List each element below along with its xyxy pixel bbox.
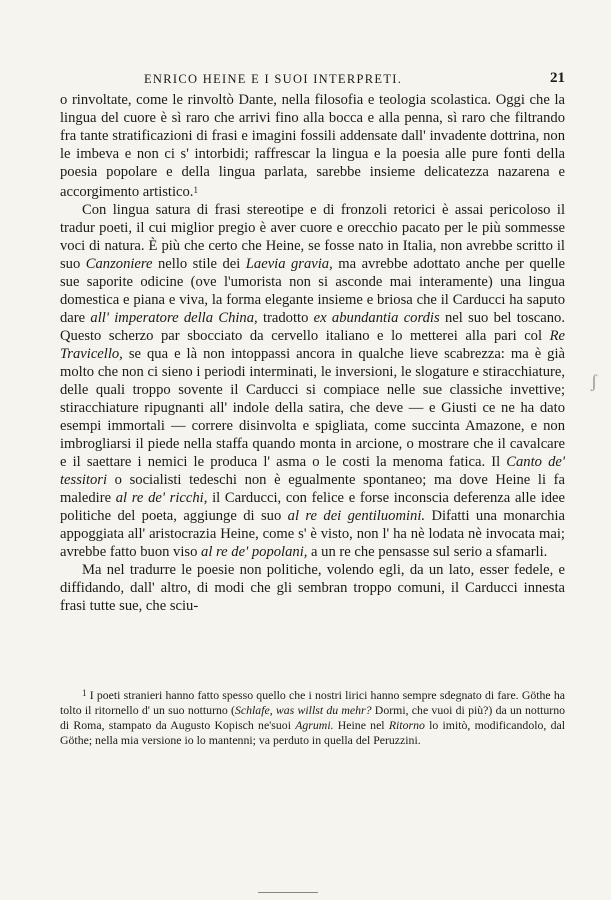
text-run: lo imitò, modificandolo, dal Göthe; nella mia versione io lo mantenni; va perduto in quella del Peruzzini. bbox=[60, 718, 565, 747]
text-run: ma avrebbe adottato anche per quelle sue saporite odicine (ove l'umorista non si asconde mai interamente) una lingua domestica e piana e viva, la forma elegante insieme e briosa che il Carducci ha saputo dare bbox=[60, 256, 566, 326]
text-run: nel suo bel toscano. Questo scherzo par sbocciato da cervello italiano e lo metterei alla pari col bbox=[60, 310, 566, 344]
text-run: Difatti una monarchia appoggiata all' aristocrazia Heine, come s' è visto, non l' ha nè lodata nè invocata mai; avrebbe fatto buon viso bbox=[60, 508, 565, 560]
text-run: Heine nel bbox=[333, 718, 389, 732]
text-run: Ma nel tradurre le poesie non politiche, volendo egli, da un lato, esser fedele, e diffidando, dall' altro, di modi che gli sembran troppo comuni, il Carducci innesta frasi tutte sue, che sciu- bbox=[60, 562, 565, 614]
footnote-1 bbox=[60, 686, 565, 748]
italic-title: Re Travicello, bbox=[60, 328, 565, 362]
running-title: ENRICO HEINE E I SUOI INTERPRETI. bbox=[144, 72, 403, 86]
italic-title: all' imperatore della China, bbox=[90, 310, 258, 326]
italic-title: Canto de' tessitori bbox=[60, 454, 565, 488]
running-head bbox=[60, 72, 565, 90]
paragraph-3 bbox=[60, 561, 565, 615]
text-run: tradotto bbox=[257, 310, 314, 326]
italic-phrase: al re de' ricchi, bbox=[115, 490, 208, 506]
text-run: a un re che pensasse sul serio a sfamarli. bbox=[307, 544, 548, 560]
footnote-reference: 1 bbox=[193, 185, 198, 195]
italic-title: Laevia gravia, bbox=[245, 256, 333, 272]
paragraph-1 bbox=[60, 91, 565, 201]
paragraph-2 bbox=[60, 201, 565, 561]
italic-title: Canzoniere bbox=[85, 256, 153, 272]
page-number: 21 bbox=[550, 70, 565, 86]
italic-title: Ritorno bbox=[388, 718, 425, 732]
text-run: se qua e là non intoppassi ancora in qualche lieve scabrezza: ma è già molto che non ci sieno i periodi interminati, le inversioni, le slogature e stiracchiature, delle quali troppo sovente il Carducci si compiace nelle sue classiche invettive; stiracchiature ripugnanti all' indole della satira, che deve — e Giusti ce ne ha dato esempi immortali — correre disinvolta e spigliata, come succinta Amazone, e non imbrogliarsi il piede nella staffa quando monta in arcione, o mostrare che il cavalcare e il saettare i nemici le produca l' asma o le costi la menoma fatica. Il bbox=[60, 346, 565, 470]
text-run: o rinvoltate, come le rinvoltò Dante, nella filosofia e teologia scolastica. Oggi che la lingua del cuore è sì raro che arrivi fino alla bocca e alla penna, sì raro che filtrando fra tante stratificazioni di frasi e imagini fossili addensate dall' invadente dottrina, non le imbeva e non ci s' intorbidi; raffrescar la lingua e la poesia alle pure fonti della poesia popolare e della lingua parlata, sarebbe insieme delicatezza nazarena e accorgimento artistico. bbox=[60, 92, 565, 200]
bottom-divider bbox=[258, 892, 318, 893]
italic-phrase: ex abundantia cordis bbox=[313, 310, 440, 326]
italic-phrase: al re dei gentiluomini. bbox=[287, 508, 426, 524]
text-run: o socialisti tedeschi non è egualmente spontaneo; ma dove Heine li fa maledire bbox=[60, 472, 565, 506]
text-run: Con lingua satura di frasi stereotipe e di fronzoli retorici è assai pericoloso il tradur poeti, il cui miglior pregio è aver cuore e orecchio pacato per le più sommesse voci di natura. È più che certo che Heine, se fosse nato in Italia, non avrebbe scritto il suo bbox=[60, 202, 565, 272]
text-run: Dormi, che vuoi di più?) da un notturno di Roma, stampato da Augusto Kopisch ne'suoi bbox=[60, 703, 565, 732]
text-run: nello stile dei bbox=[152, 256, 246, 272]
body-text bbox=[60, 91, 565, 615]
footnote-mark: 1 bbox=[82, 688, 87, 698]
text-run: I poeti stranieri hanno fatto spesso quello che i nostri lirici hanno sempre sdegnato di fare. Göthe ha tolto il ritornello d' un suo notturno ( bbox=[60, 688, 565, 717]
margin-pencil-mark: ʃ bbox=[591, 371, 597, 391]
italic-phrase: al re de' popolani, bbox=[201, 544, 308, 560]
italic-title: Agrumi. bbox=[295, 718, 334, 732]
text-run: il Carducci, con felice e forse inconscia deferenza alle idee politiche del poeta, aggiunge di suo bbox=[60, 490, 565, 524]
italic-quote: Schlafe, was willst du mehr? bbox=[234, 703, 372, 717]
footnotes bbox=[60, 686, 565, 748]
